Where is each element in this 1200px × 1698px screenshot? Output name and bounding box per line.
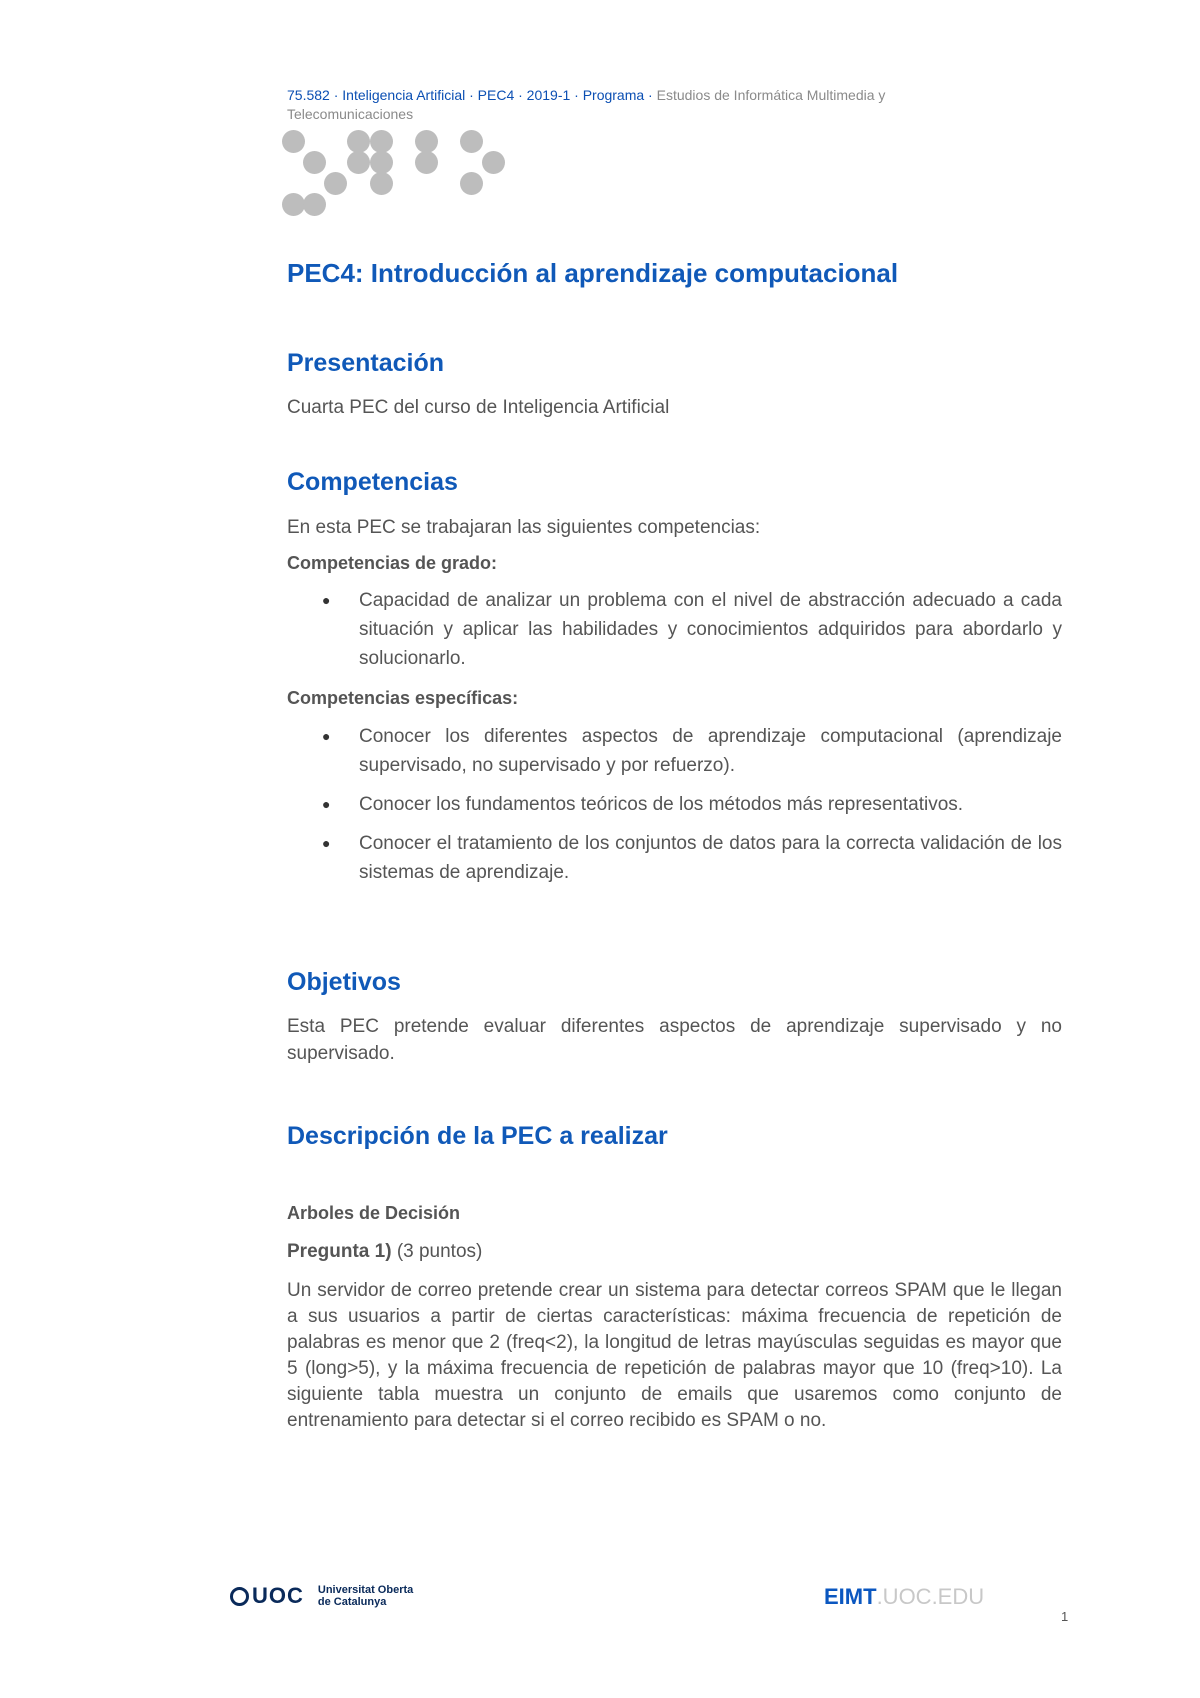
competencias-grado-label: Competencias de grado: — [287, 553, 498, 573]
list-item: ● Conocer los diferentes aspectos de aprendizaje computacional (aprendizaje supervisado, no supervisado y por refuerzo). — [287, 722, 1062, 780]
list-item: ● Conocer los fundamentos teóricos de los métodos más representativos. — [287, 790, 1062, 819]
bullet-icon: ● — [322, 835, 331, 851]
document-title: PEC4: Introducción al aprendizaje computacional — [287, 258, 899, 288]
bullet-icon: ● — [322, 728, 331, 744]
logo-dot — [415, 151, 438, 174]
competencias-especificas-label: Competencias específicas: — [287, 688, 519, 708]
question-points: (3 puntos) — [396, 1241, 483, 1262]
logo-dot — [347, 130, 370, 153]
uoc-dots-logo — [282, 130, 522, 230]
logo-dot — [415, 130, 438, 153]
eimt-footer-logo: EIMT.UOC.EDU — [824, 1584, 985, 1609]
question-text: Un servidor de correo pretende crear un sistema para detectar correos SPAM que le llegan a sus usuarios a partir de ciertas características: máxima frecuencia de repetición de palabras es menor que 2 (freq<2), la longitud de letras mayúsculas seguidas es mayor que 5 (long>5), y la máxima frecuencia de repetición de palabras mayor que 10 (freq>10). La siguiente tabla muestra un conjunto de emails que usaremos como conjunto de entrenamiento para detectar si el correo recibido es SPAM o no. — [287, 1280, 1062, 1431]
competencias-intro: En esta PEC se trabajaran las siguientes competencias: — [287, 517, 761, 538]
logo-dot — [347, 151, 370, 174]
logo-dot — [303, 151, 326, 174]
uoc-name: Universitat Oberta de Catalunya — [317, 1584, 414, 1608]
logo-dot — [482, 151, 505, 174]
section-arboles: Arboles de Decisión — [287, 1203, 461, 1223]
heading-presentacion: Presentación — [287, 349, 445, 377]
objetivos-text: Esta PEC pretende evaluar diferentes aspectos de aprendizaje supervisado y no supervisado. — [287, 1016, 1062, 1064]
header-course: 75.582 · Inteligencia Artificial · PEC4 · 2019-1 · Programa · — [287, 87, 657, 103]
logo-dot — [370, 130, 393, 153]
uoc-mark-icon — [230, 1587, 252, 1606]
logo-dot — [282, 130, 305, 153]
bullet-icon: ● — [322, 592, 331, 608]
bullet-icon: ● — [322, 796, 331, 812]
logo-dot — [460, 130, 483, 153]
logo-dot — [282, 193, 305, 216]
logo-dot — [303, 193, 326, 216]
especificas-list — [287, 722, 1062, 897]
heading-descripcion: Descripción de la PEC a realizar — [287, 1122, 668, 1150]
heading-competencias: Competencias — [287, 468, 458, 496]
list-item: ● Capacidad de analizar un problema con el nivel de abstracción adecuado a cada situación y aplicar las habilidades y conocimientos adquiridos para abordarlo y solucionarlo. — [287, 586, 1062, 673]
question-label: Pregunta 1) — [287, 1241, 392, 1262]
page-number: 1 — [1061, 1609, 1069, 1624]
heading-objetivos: Objetivos — [287, 968, 401, 996]
grado-list — [287, 586, 1062, 683]
presentacion-text: Cuarta PEC del curso de Inteligencia Artificial — [287, 397, 670, 418]
logo-dot — [370, 172, 393, 195]
running-header — [287, 86, 1007, 124]
question-heading — [287, 1238, 1062, 1265]
logo-dot — [370, 151, 393, 174]
logo-dot — [460, 172, 483, 195]
uoc-footer-logo — [230, 1581, 413, 1611]
logo-dot — [324, 172, 347, 195]
list-item: ● Conocer el tratamiento de los conjuntos de datos para la correcta validación de los sistemas de aprendizaje. — [287, 829, 1062, 887]
header-program: Estudios de Informática Multimedia y Telecomunicaciones — [287, 87, 886, 122]
uoc-wordmark: UOC — [252, 1583, 304, 1608]
